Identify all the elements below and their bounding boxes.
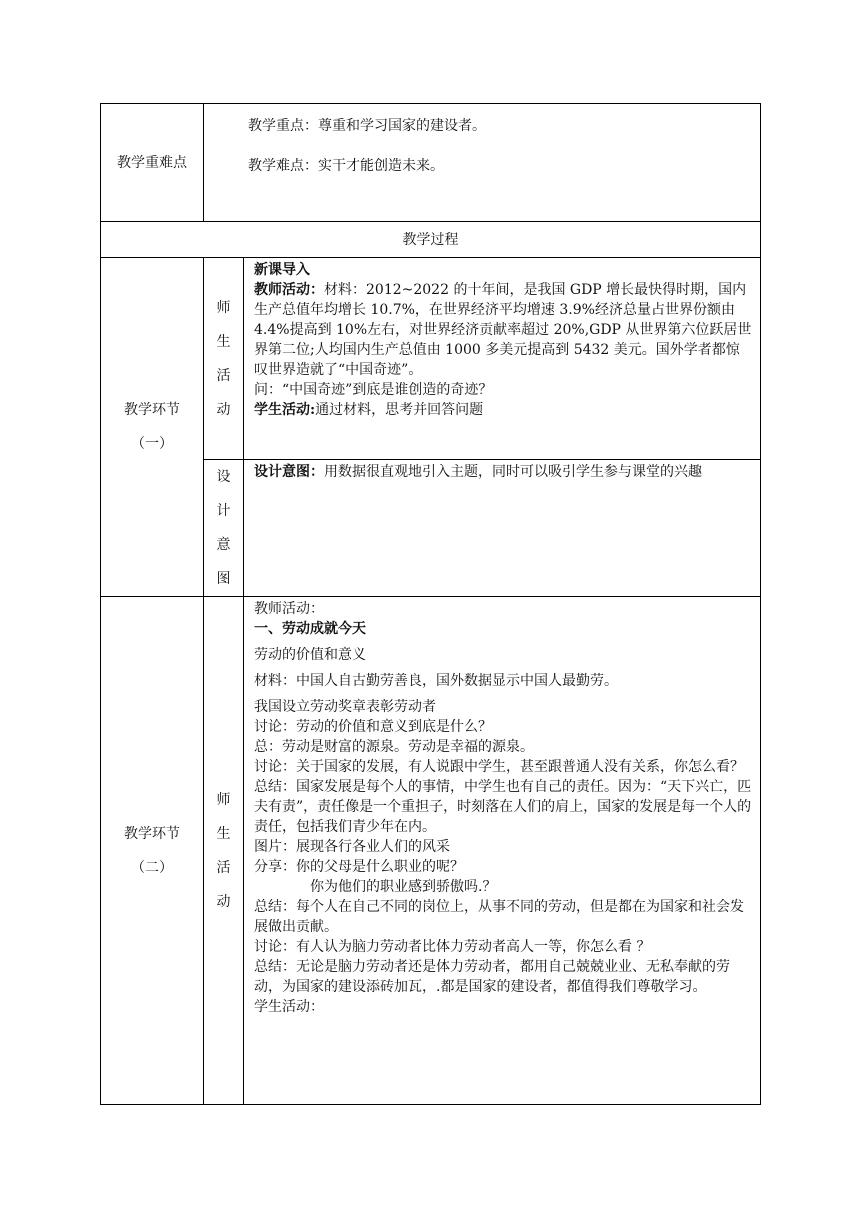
teaching-focus: 教学重点：尊重和学习国家的建设者。: [248, 118, 486, 134]
vert-char: 意: [216, 537, 231, 553]
student-activity-label: 学生活动：: [254, 999, 324, 1015]
section1-label: [101, 258, 204, 597]
key-points-row: [101, 104, 761, 222]
section1-activity-label: [204, 258, 244, 460]
vert-char: 师: [216, 299, 231, 316]
teacher-activity-label: 教师活动：: [254, 601, 324, 617]
section-heading: 一、劳动成就今天: [254, 621, 366, 637]
vert-char: 动: [216, 893, 231, 910]
process-header-row: [101, 222, 761, 258]
share-1: 分享：你的父母是什么职业的呢？: [254, 859, 464, 875]
vert-char: 生: [216, 333, 231, 350]
discussion-1: 讨论：劳动的价值和意义到底是什么？: [254, 719, 492, 735]
section2-label-line1: 教学环节: [124, 825, 180, 842]
section2-label-line2: （二）: [131, 859, 173, 876]
picture-text: 图片：展现各行各业人们的风采: [254, 839, 450, 855]
vert-char: 活: [216, 859, 231, 876]
vert-char: 活: [216, 367, 231, 384]
subheading: 劳动的价值和意义: [254, 647, 366, 663]
lesson-plan-table: [100, 103, 761, 1105]
section1-design-label: [204, 460, 244, 597]
student-activity-label: 学生活动:: [254, 402, 316, 418]
summary-4: 总结：无论是脑力劳动者还是体力劳动者，都用自己兢兢业业、无私奉献的劳动，为国家的建设添砖加瓦，.都是国家的建设者，都值得我们尊敬学习。: [254, 959, 730, 995]
intro-heading: 新课导入: [254, 262, 310, 278]
summary-3: 总结：每个人在自己不同的岗位上，从事不同的劳动，但是都在为国家和社会发展做出贡献。: [254, 899, 744, 935]
discussion-2: 讨论：关于国家的发展，有人说跟中学生，甚至跟普通人没有关系，你怎么看？: [254, 759, 744, 775]
question-text: 问：“中国奇迹”到底是谁创造的奇迹？: [254, 382, 493, 398]
discussion-3: 讨论：有人认为脑力劳动者比体力劳动者高人一等，你怎么看 ？: [254, 939, 651, 955]
design-intent-label: 设计意图：: [254, 464, 324, 480]
key-points-label: [101, 104, 204, 222]
award-text: 我国设立劳动奖章表彰劳动者: [254, 699, 436, 715]
section1-design-content: [244, 460, 761, 597]
section1-activity-row: [101, 258, 761, 460]
section1-activity-content: [244, 258, 761, 460]
section2-activity-content: [244, 597, 761, 1105]
vert-char: 动: [216, 401, 231, 418]
section2-activity-row: [101, 597, 761, 1105]
vert-char: 生: [216, 825, 231, 842]
key-points-label-text: 教学重难点: [117, 154, 187, 171]
teacher-activity-text: 材料：2012~2022 的十年间，是我国 GDP 增长最快得时期，国内生产总值年均增长 10.7%，在世界经济平均增速 3.9%经济总量占世界份额由 4.4%提高到 10%左右，对世界经济贡献率超过 20%,GDP 从世界第六位跃居世界第二位;人均国内生产总值由 1000 多美元提高到 5432 美元。国外学者都惊叹世界造就了“中国奇迹”。: [254, 282, 752, 378]
vert-char: 图: [216, 571, 231, 587]
summary-1: 总：劳动是财富的源泉。劳动是幸福的源泉。: [254, 739, 534, 755]
teaching-difficulty: 教学难点：实干才能创造未来。: [248, 158, 444, 174]
section1-label-line2: （一）: [131, 436, 173, 452]
share-2: 你为他们的职业感到骄傲吗.？: [310, 879, 497, 895]
summary-2: 总结：国家发展是每个人的事情，中学生也有自己的责任。因为：“天下兴亡，匹夫有责”，责任像是一个重担子，时刻落在人们的肩上，国家的发展是每一个人的责任，包括我们青少年在内。: [254, 779, 752, 835]
design-intent-text: 用数据很直观地引入主题，同时可以吸引学生参与课堂的兴趣: [324, 464, 702, 480]
process-header: 教学过程: [101, 222, 761, 258]
vert-char: 师: [216, 791, 231, 808]
vert-char: 设: [216, 469, 231, 485]
section2-label: [101, 597, 204, 1105]
student-activity-text: 通过材料，思考并回答问题: [315, 402, 484, 418]
key-points-content: [204, 104, 761, 222]
teacher-activity-label: 教师活动：: [254, 282, 324, 298]
vert-char: 计: [216, 503, 231, 519]
material-text: 材料：中国人自古勤劳善良，国外数据显示中国人最勤劳。: [254, 673, 618, 689]
section2-activity-label: [204, 597, 244, 1105]
section1-label-line1: 教学环节: [124, 402, 180, 418]
